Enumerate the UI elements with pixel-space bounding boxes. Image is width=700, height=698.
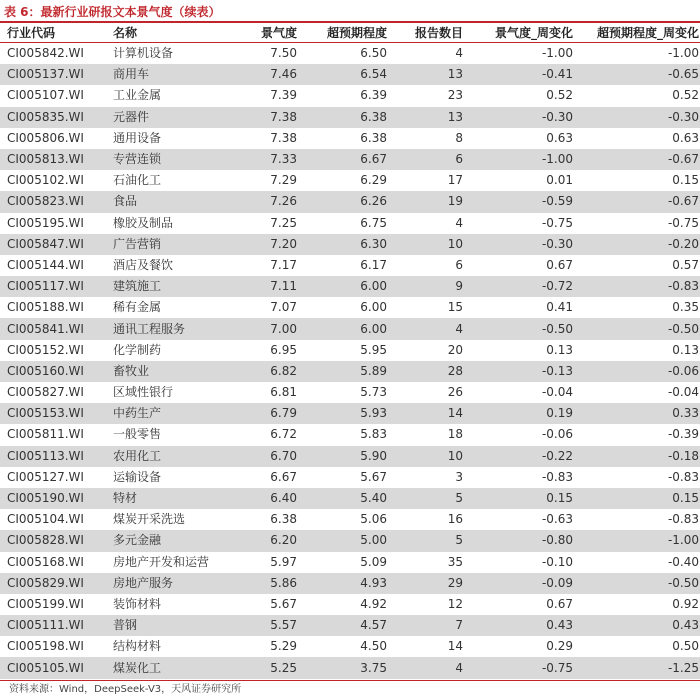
- cell-sentiment: 6.79: [270, 406, 297, 421]
- cell-code: CI005813.WI: [7, 152, 84, 167]
- cell-name: 广告营销: [113, 236, 162, 251]
- cell-sentiment: 6.72: [270, 427, 297, 442]
- cell-code: CI005199.WI: [7, 596, 84, 611]
- cell-surprise: 5.83: [360, 427, 387, 442]
- cell-sentiment-weekly-change: 0.67: [546, 596, 573, 611]
- cell-code: CI005160.WI: [7, 363, 84, 378]
- cell-surprise: 6.38: [360, 130, 387, 145]
- cell-sentiment: 7.11: [270, 279, 297, 294]
- cell-name: 商用车: [113, 67, 150, 82]
- cell-sentiment: 6.38: [270, 512, 297, 527]
- cell-sentiment-weekly-change: 0.01: [546, 173, 573, 188]
- cell-sentiment-weekly-change: -0.41: [541, 67, 573, 82]
- cell-code: CI005152.WI: [7, 342, 84, 357]
- table-row: [0, 657, 700, 678]
- cell-surprise: 5.95: [360, 342, 387, 357]
- cell-sentiment-weekly-change: -0.63: [541, 512, 573, 527]
- cell-report-count: 35: [447, 554, 463, 569]
- cell-report-count: 13: [447, 109, 463, 124]
- cell-surprise-weekly-change: 0.33: [672, 406, 699, 421]
- cell-sentiment: 6.82: [270, 363, 297, 378]
- cell-surprise: 6.30: [360, 236, 387, 251]
- col-header-sentiment: 景气度: [260, 26, 297, 40]
- cell-surprise-weekly-change: -0.65: [667, 67, 699, 82]
- cell-surprise-weekly-change: -1.25: [667, 660, 699, 675]
- cell-code: CI005104.WI: [7, 512, 84, 527]
- cell-report-count: 16: [447, 512, 463, 527]
- table-row: [0, 107, 700, 128]
- table-row: [0, 149, 700, 170]
- cell-surprise-weekly-change: 0.92: [672, 596, 699, 611]
- cell-code: CI005828.WI: [7, 533, 84, 548]
- cell-surprise: 6.67: [360, 152, 387, 167]
- cell-name: 建筑施工: [113, 279, 162, 294]
- table-title: 表 6：最新行业研报文本景气度（续表）: [4, 5, 221, 19]
- cell-report-count: 19: [447, 194, 463, 209]
- cell-report-count: 29: [447, 575, 463, 590]
- cell-sentiment: 6.81: [270, 385, 297, 400]
- cell-sentiment: 7.29: [270, 173, 297, 188]
- cell-name: 通讯工程服务: [113, 321, 186, 336]
- cell-surprise: 5.93: [360, 406, 387, 421]
- cell-code: CI005107.WI: [7, 88, 84, 103]
- cell-sentiment-weekly-change: 0.29: [546, 639, 573, 654]
- cell-surprise-weekly-change: -0.83: [667, 279, 699, 294]
- cell-report-count: 28: [447, 363, 463, 378]
- table-row: [0, 615, 700, 636]
- cell-code: CI005102.WI: [7, 173, 84, 188]
- cell-surprise: 6.38: [360, 109, 387, 124]
- title-divider: [0, 21, 700, 23]
- cell-surprise-weekly-change: -0.20: [667, 236, 699, 251]
- cell-sentiment: 7.38: [270, 109, 297, 124]
- source-note: 资料来源：Wind，DeepSeek-V3，天风证券研究所: [9, 684, 242, 695]
- cell-surprise-weekly-change: -0.40: [667, 554, 699, 569]
- table-row: [0, 361, 700, 382]
- cell-sentiment-weekly-change: -0.22: [541, 448, 573, 463]
- cell-code: CI005195.WI: [7, 215, 84, 230]
- cell-sentiment-weekly-change: 0.15: [546, 491, 573, 506]
- table-row: [0, 552, 700, 573]
- cell-code: CI005847.WI: [7, 236, 84, 251]
- cell-sentiment-weekly-change: 0.19: [546, 406, 573, 421]
- table-header-row: [0, 24, 700, 43]
- cell-sentiment-weekly-change: -1.00: [541, 46, 573, 61]
- cell-name: 专营连锁: [113, 152, 162, 167]
- table-row: [0, 424, 700, 445]
- cell-name: 多元金融: [113, 533, 162, 548]
- cell-sentiment: 7.50: [270, 46, 297, 61]
- table-body: [0, 43, 700, 679]
- cell-name: 橡胶及制品: [113, 215, 174, 230]
- cell-sentiment: 6.70: [270, 448, 297, 463]
- cell-code: CI005127.WI: [7, 469, 84, 484]
- cell-name: 结构材料: [113, 639, 162, 654]
- table-row: [0, 594, 700, 615]
- cell-name: 一般零售: [113, 427, 162, 442]
- cell-surprise: 6.17: [360, 257, 387, 272]
- cell-sentiment: 6.67: [270, 469, 297, 484]
- cell-name: 房地产开发和运营: [113, 554, 210, 569]
- cell-sentiment-weekly-change: 0.67: [546, 257, 573, 272]
- cell-surprise: 4.50: [360, 639, 387, 654]
- cell-code: CI005137.WI: [7, 67, 84, 82]
- cell-sentiment: 5.97: [270, 554, 297, 569]
- table-row: [0, 318, 700, 339]
- cell-sentiment: 7.20: [270, 236, 297, 251]
- cell-sentiment-weekly-change: -1.00: [541, 152, 573, 167]
- cell-sentiment-weekly-change: 0.52: [546, 88, 573, 103]
- cell-surprise-weekly-change: -0.75: [667, 215, 699, 230]
- cell-surprise: 6.00: [360, 279, 387, 294]
- cell-report-count: 5: [455, 491, 463, 506]
- cell-surprise: 6.39: [360, 88, 387, 103]
- cell-surprise-weekly-change: -1.00: [667, 46, 699, 61]
- cell-report-count: 17: [447, 173, 463, 188]
- cell-report-count: 4: [455, 660, 463, 675]
- cell-name: 元器件: [113, 109, 150, 124]
- cell-name: 石油化工: [113, 173, 162, 188]
- cell-surprise: 5.73: [360, 385, 387, 400]
- industry-sentiment-table: [0, 24, 700, 679]
- col-header-name: 名称: [113, 26, 138, 40]
- cell-sentiment-weekly-change: -0.09: [541, 575, 573, 590]
- cell-surprise: 5.09: [360, 554, 387, 569]
- cell-surprise: 6.26: [360, 194, 387, 209]
- cell-surprise-weekly-change: 0.63: [672, 130, 699, 145]
- cell-sentiment-weekly-change: -0.72: [541, 279, 573, 294]
- cell-report-count: 18: [447, 427, 463, 442]
- cell-surprise: 6.00: [360, 321, 387, 336]
- cell-sentiment-weekly-change: 0.41: [546, 300, 573, 315]
- table-row: [0, 340, 700, 361]
- cell-code: CI005105.WI: [7, 660, 84, 675]
- cell-sentiment: 7.39: [270, 88, 297, 103]
- cell-name: 食品: [113, 194, 138, 209]
- table-row: [0, 636, 700, 657]
- cell-sentiment: 7.26: [270, 194, 297, 209]
- cell-code: CI005823.WI: [7, 194, 84, 209]
- cell-surprise: 5.90: [360, 448, 387, 463]
- cell-code: CI005117.WI: [7, 279, 84, 294]
- cell-report-count: 13: [447, 67, 463, 82]
- cell-report-count: 4: [455, 321, 463, 336]
- cell-report-count: 10: [447, 448, 463, 463]
- cell-sentiment-weekly-change: -0.30: [541, 109, 573, 124]
- cell-surprise: 5.06: [360, 512, 387, 527]
- cell-sentiment: 6.20: [270, 533, 297, 548]
- cell-report-count: 4: [455, 215, 463, 230]
- cell-report-count: 8: [455, 130, 463, 145]
- cell-sentiment-weekly-change: -0.83: [541, 469, 573, 484]
- cell-surprise-weekly-change: -0.04: [667, 385, 699, 400]
- cell-sentiment-weekly-change: -0.80: [541, 533, 573, 548]
- table-bottom-divider: [0, 680, 700, 681]
- table-row: [0, 213, 700, 234]
- cell-surprise-weekly-change: -0.30: [667, 109, 699, 124]
- cell-name: 农用化工: [113, 448, 162, 463]
- cell-sentiment-weekly-change: -0.10: [541, 554, 573, 569]
- cell-name: 普钢: [113, 618, 138, 633]
- cell-sentiment-weekly-change: 0.13: [546, 342, 573, 357]
- table-row: [0, 467, 700, 488]
- cell-surprise-weekly-change: 0.13: [672, 342, 699, 357]
- cell-surprise: 6.50: [360, 46, 387, 61]
- cell-name: 房地产服务: [113, 575, 174, 590]
- cell-report-count: 14: [447, 639, 463, 654]
- cell-sentiment-weekly-change: -0.75: [541, 215, 573, 230]
- cell-sentiment-weekly-change: 0.43: [546, 618, 573, 633]
- col-header-surprise-weekly-change: 超预期程度_周变化: [596, 26, 699, 40]
- cell-surprise-weekly-change: -0.83: [667, 469, 699, 484]
- cell-name: 区域性银行: [113, 385, 174, 400]
- cell-sentiment: 6.95: [270, 342, 297, 357]
- col-header-surprise: 超预期程度: [326, 26, 387, 40]
- cell-surprise: 6.00: [360, 300, 387, 315]
- cell-sentiment-weekly-change: -0.75: [541, 660, 573, 675]
- table-row: [0, 255, 700, 276]
- cell-surprise-weekly-change: 0.50: [672, 639, 699, 654]
- cell-sentiment-weekly-change: -0.50: [541, 321, 573, 336]
- table-row: [0, 446, 700, 467]
- table-row: [0, 382, 700, 403]
- cell-surprise-weekly-change: -0.83: [667, 512, 699, 527]
- cell-name: 煤炭开采洗选: [113, 512, 186, 527]
- cell-sentiment: 5.67: [270, 596, 297, 611]
- cell-code: CI005806.WI: [7, 130, 84, 145]
- cell-name: 稀有金属: [113, 300, 162, 315]
- table-row: [0, 488, 700, 509]
- cell-sentiment: 7.00: [270, 321, 297, 336]
- cell-name: 运输设备: [113, 469, 162, 484]
- cell-sentiment: 7.07: [270, 300, 297, 315]
- cell-surprise-weekly-change: 0.15: [672, 491, 699, 506]
- cell-report-count: 23: [447, 88, 463, 103]
- cell-surprise: 4.57: [360, 618, 387, 633]
- cell-report-count: 9: [455, 279, 463, 294]
- cell-report-count: 5: [455, 533, 463, 548]
- col-header-code: 行业代码: [7, 26, 56, 40]
- cell-surprise-weekly-change: -0.67: [667, 194, 699, 209]
- cell-report-count: 14: [447, 406, 463, 421]
- table-row: [0, 573, 700, 594]
- cell-report-count: 6: [455, 257, 463, 272]
- cell-code: CI005841.WI: [7, 321, 84, 336]
- cell-name: 化学制药: [113, 342, 162, 357]
- cell-sentiment-weekly-change: -0.30: [541, 236, 573, 251]
- cell-sentiment: 6.40: [270, 491, 297, 506]
- table-row: [0, 191, 700, 212]
- cell-surprise: 4.92: [360, 596, 387, 611]
- cell-surprise-weekly-change: 0.52: [672, 88, 699, 103]
- cell-sentiment: 7.25: [270, 215, 297, 230]
- cell-code: CI005829.WI: [7, 575, 84, 590]
- cell-surprise: 6.54: [360, 67, 387, 82]
- cell-sentiment: 5.29: [270, 639, 297, 654]
- cell-code: CI005144.WI: [7, 257, 84, 272]
- cell-report-count: 3: [455, 469, 463, 484]
- cell-name: 特材: [113, 491, 138, 506]
- cell-code: CI005153.WI: [7, 406, 84, 421]
- cell-name: 装饰材料: [113, 596, 162, 611]
- cell-surprise: 6.75: [360, 215, 387, 230]
- table-row: [0, 170, 700, 191]
- cell-name: 计算机设备: [113, 46, 174, 61]
- table-row: [0, 276, 700, 297]
- cell-code: CI005113.WI: [7, 448, 84, 463]
- cell-surprise-weekly-change: -1.00: [667, 533, 699, 548]
- cell-surprise-weekly-change: -0.50: [667, 321, 699, 336]
- cell-surprise-weekly-change: 0.57: [672, 257, 699, 272]
- cell-code: CI005835.WI: [7, 109, 84, 124]
- cell-code: CI005168.WI: [7, 554, 84, 569]
- cell-report-count: 20: [447, 342, 463, 357]
- cell-surprise-weekly-change: 0.43: [672, 618, 699, 633]
- cell-sentiment-weekly-change: -0.13: [541, 363, 573, 378]
- table-row: [0, 128, 700, 149]
- cell-name: 酒店及餐饮: [113, 257, 174, 272]
- cell-surprise-weekly-change: -0.39: [667, 427, 699, 442]
- cell-sentiment: 7.33: [270, 152, 297, 167]
- cell-sentiment-weekly-change: -0.06: [541, 427, 573, 442]
- cell-sentiment: 5.57: [270, 618, 297, 633]
- table-row: [0, 509, 700, 530]
- cell-sentiment: 7.17: [270, 257, 297, 272]
- cell-report-count: 4: [455, 46, 463, 61]
- cell-code: CI005198.WI: [7, 639, 84, 654]
- cell-name: 煤炭化工: [113, 660, 162, 675]
- cell-code: CI005190.WI: [7, 491, 84, 506]
- cell-surprise: 4.93: [360, 575, 387, 590]
- cell-name: 工业金属: [113, 88, 162, 103]
- cell-sentiment-weekly-change: 0.63: [546, 130, 573, 145]
- cell-surprise-weekly-change: -0.50: [667, 575, 699, 590]
- cell-report-count: 15: [447, 300, 463, 315]
- cell-sentiment-weekly-change: -0.04: [541, 385, 573, 400]
- cell-code: CI005827.WI: [7, 385, 84, 400]
- cell-report-count: 26: [447, 385, 463, 400]
- col-header-report-count: 报告数目: [414, 26, 463, 40]
- cell-surprise-weekly-change: 0.35: [672, 300, 699, 315]
- cell-code: CI005188.WI: [7, 300, 84, 315]
- cell-surprise: 6.29: [360, 173, 387, 188]
- col-header-sentiment-weekly-change: 景气度_周变化: [494, 26, 573, 40]
- cell-surprise-weekly-change: -0.67: [667, 152, 699, 167]
- table-row: [0, 43, 700, 65]
- cell-surprise: 5.40: [360, 491, 387, 506]
- cell-sentiment: 5.86: [270, 575, 297, 590]
- cell-code: CI005811.WI: [7, 427, 84, 442]
- cell-surprise-weekly-change: -0.06: [667, 363, 699, 378]
- cell-name: 通用设备: [113, 130, 162, 145]
- table-row: [0, 297, 700, 318]
- cell-report-count: 7: [455, 618, 463, 633]
- cell-surprise-weekly-change: 0.15: [672, 173, 699, 188]
- cell-sentiment-weekly-change: -0.59: [541, 194, 573, 209]
- cell-code: CI005842.WI: [7, 46, 84, 61]
- cell-sentiment: 7.46: [270, 67, 297, 82]
- cell-report-count: 12: [447, 596, 463, 611]
- cell-surprise: 3.75: [360, 660, 387, 675]
- table-row: [0, 64, 700, 85]
- table-row: [0, 85, 700, 106]
- cell-surprise: 5.67: [360, 469, 387, 484]
- table-row: [0, 234, 700, 255]
- cell-sentiment: 5.25: [270, 660, 297, 675]
- cell-name: 畜牧业: [113, 363, 150, 378]
- cell-surprise-weekly-change: -0.18: [667, 448, 699, 463]
- table-row: [0, 403, 700, 424]
- cell-name: 中药生产: [113, 406, 162, 421]
- cell-report-count: 10: [447, 236, 463, 251]
- cell-report-count: 6: [455, 152, 463, 167]
- cell-code: CI005111.WI: [7, 618, 84, 633]
- cell-surprise: 5.00: [360, 533, 387, 548]
- table-row: [0, 530, 700, 551]
- cell-sentiment: 7.38: [270, 130, 297, 145]
- cell-surprise: 5.89: [360, 363, 387, 378]
